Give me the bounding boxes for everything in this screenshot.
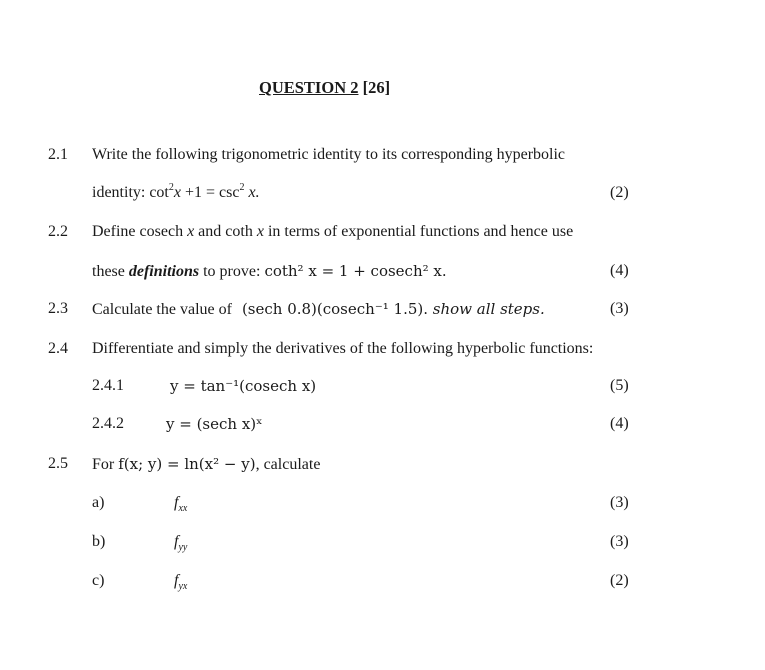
q22-line1-rest: in terms of exponential functions and hence use — [263, 223, 574, 240]
q21-marks: (2) — [610, 184, 629, 201]
q23-show-steps: show all steps. — [428, 300, 545, 318]
q25c-partial — [174, 572, 188, 593]
q25-for: For — [92, 456, 119, 473]
q25-function: f(x; y) = ln(x² − y) — [118, 455, 256, 473]
q21-plus1: +1 = — [180, 184, 220, 201]
q21-number: 2.1 — [48, 146, 68, 163]
q21-line2-prefix: identity: — [92, 184, 150, 201]
q25a-partial — [174, 494, 188, 515]
q23-expression: (sech 0.8)(cosech⁻¹ 1.5). — [241, 300, 428, 318]
q25a-f: f — [174, 494, 179, 511]
q21-csc: csc — [219, 184, 240, 201]
q25a-marks: (3) — [610, 494, 629, 511]
q22-coth: coth — [225, 223, 253, 240]
q25c-label: c) — [92, 572, 105, 589]
q23-marks: (3) — [610, 300, 629, 317]
q22-and: and — [194, 223, 226, 240]
q22-line1 — [92, 223, 573, 241]
q25b-marks: (3) — [610, 533, 629, 550]
q242-marks: (4) — [610, 415, 629, 432]
q21-exp-b: 2 — [239, 181, 245, 193]
q25c-sub: yx — [178, 581, 188, 593]
q22-x-b: x — [252, 223, 264, 240]
q241-formula: y = tan⁻¹(cosech x) — [170, 377, 317, 395]
q25-calculate: , calculate — [255, 456, 321, 473]
q22-these: these — [92, 263, 129, 280]
q24-line: Differentiate and simply the derivatives of the following hyperbolic functions: — [92, 340, 594, 357]
q25-number: 2.5 — [48, 455, 68, 472]
q21-cot: cot — [149, 184, 169, 201]
q21-line1: Write the following trigonometric identity to its corresponding hyperbolic — [92, 146, 566, 163]
q22-number: 2.2 — [48, 223, 68, 240]
q22-x-a: x — [183, 223, 195, 240]
q25-line — [92, 455, 320, 474]
q241-number: 2.4.1 — [92, 377, 124, 394]
q23-number: 2.3 — [48, 300, 68, 317]
question-title-main: QUESTION 2 — [259, 78, 359, 97]
q22-line2 — [92, 262, 447, 281]
q25b-sub: yy — [178, 542, 188, 554]
q242-number: 2.4.2 — [92, 415, 124, 432]
q25a-label: a) — [92, 494, 105, 511]
q23-line — [92, 300, 545, 319]
q21-x1: x — [173, 184, 181, 201]
q241-marks: (5) — [610, 377, 629, 394]
q25c-marks: (2) — [610, 572, 629, 589]
q24-number: 2.4 — [48, 340, 68, 357]
question-title-marks: [26] — [362, 78, 391, 97]
q25b-f: f — [174, 533, 179, 550]
q242-formula: y = (sech x)ˣ — [166, 415, 263, 433]
q22-definitions: definitions — [128, 263, 200, 280]
question-title — [259, 78, 390, 98]
q22-identity: coth² x = 1 + cosech² x. — [264, 262, 447, 280]
q21-x2: x. — [244, 184, 260, 201]
q22-to-prove: to prove: — [199, 263, 265, 280]
q22-marks: (4) — [610, 262, 629, 279]
q21-exp-a: 2 — [168, 181, 174, 193]
q22-cosech: cosech — [139, 223, 184, 240]
q25b-partial — [174, 533, 188, 554]
q25c-f: f — [174, 572, 179, 589]
q23-calc: Calculate the value of — [92, 301, 236, 318]
q22-define: Define — [92, 223, 140, 240]
q25a-sub: xx — [178, 503, 188, 515]
q25b-label: b) — [92, 533, 106, 550]
q21-line2 — [92, 181, 260, 202]
